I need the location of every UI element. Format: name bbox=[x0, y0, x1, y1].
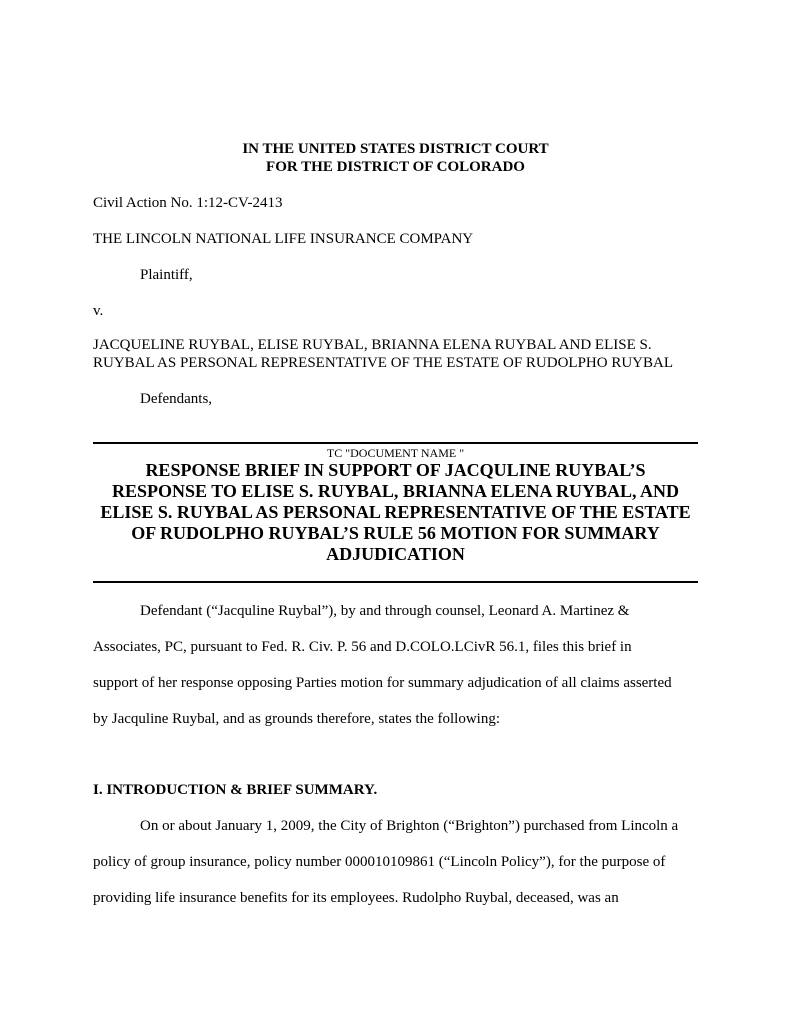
intro-paragraph-line: support of her response opposing Parties motion for summary adjudication of all claims asserted bbox=[93, 675, 672, 691]
intro-paragraph-line: by Jacquline Ruybal, and as grounds therefore, states the following: bbox=[93, 711, 500, 727]
title-top-rule bbox=[93, 442, 698, 444]
plaintiff-label: Plaintiff, bbox=[140, 267, 193, 283]
intro-paragraph-line: Defendant (“Jacquline Ruybal”), by and through counsel, Leonard A. Martinez & bbox=[140, 603, 630, 619]
civil-action-number: Civil Action No. 1:12-CV-2413 bbox=[93, 195, 283, 211]
section-paragraph-line: providing life insurance benefits for its employees. Rudolpho Ruybal, deceased, was an bbox=[93, 890, 619, 906]
document-title-line: ELISE S. RUYBAL AS PERSONAL REPRESENTATIVE OF THE ESTATE bbox=[100, 502, 691, 522]
versus-label: v. bbox=[93, 303, 104, 319]
title-bottom-rule bbox=[93, 581, 698, 583]
section-paragraph-line: On or about January 1, 2009, the City of Brighton (“Brighton”) purchased from Lincoln a bbox=[140, 818, 679, 834]
court-name-line-1: IN THE UNITED STATES DISTRICT COURT bbox=[242, 141, 549, 157]
section-heading: I. INTRODUCTION & BRIEF SUMMARY. bbox=[93, 782, 378, 798]
defendants-names-line-1: JACQUELINE RUYBAL, ELISE RUYBAL, BRIANNA ELENA RUYBAL AND ELISE S. bbox=[93, 337, 652, 353]
intro-paragraph-line: Associates, PC, pursuant to Fed. R. Civ. P. 56 and D.COLO.LCivR 56.1, files this brief in bbox=[93, 639, 632, 655]
court-name-line-2: FOR THE DISTRICT OF COLORADO bbox=[266, 159, 525, 175]
document-title-line: RESPONSE BRIEF IN SUPPORT OF JACQULINE RUYBAL’S bbox=[145, 460, 646, 480]
plaintiff-name: THE LINCOLN NATIONAL LIFE INSURANCE COMPANY bbox=[93, 231, 474, 247]
document-title-line: RESPONSE TO ELISE S. RUYBAL, BRIANNA ELENA RUYBAL, AND bbox=[112, 481, 679, 501]
defendants-label: Defendants, bbox=[140, 391, 213, 407]
defendants-names-line-2: RUYBAL AS PERSONAL REPRESENTATIVE OF THE ESTATE OF RUDOLPHO RUYBAL bbox=[93, 355, 674, 371]
section-paragraph-line: policy of group insurance, policy number 000010109861 (“Lincoln Policy”), for the purpose of bbox=[93, 854, 666, 870]
tc-document-name-field: TC "DOCUMENT NAME " bbox=[326, 446, 465, 460]
document-title bbox=[93, 460, 698, 565]
document-title-line: ADJUDICATION bbox=[326, 544, 465, 564]
document-title-line: OF RUDOLPHO RUYBAL’S RULE 56 MOTION FOR SUMMARY bbox=[131, 523, 660, 543]
